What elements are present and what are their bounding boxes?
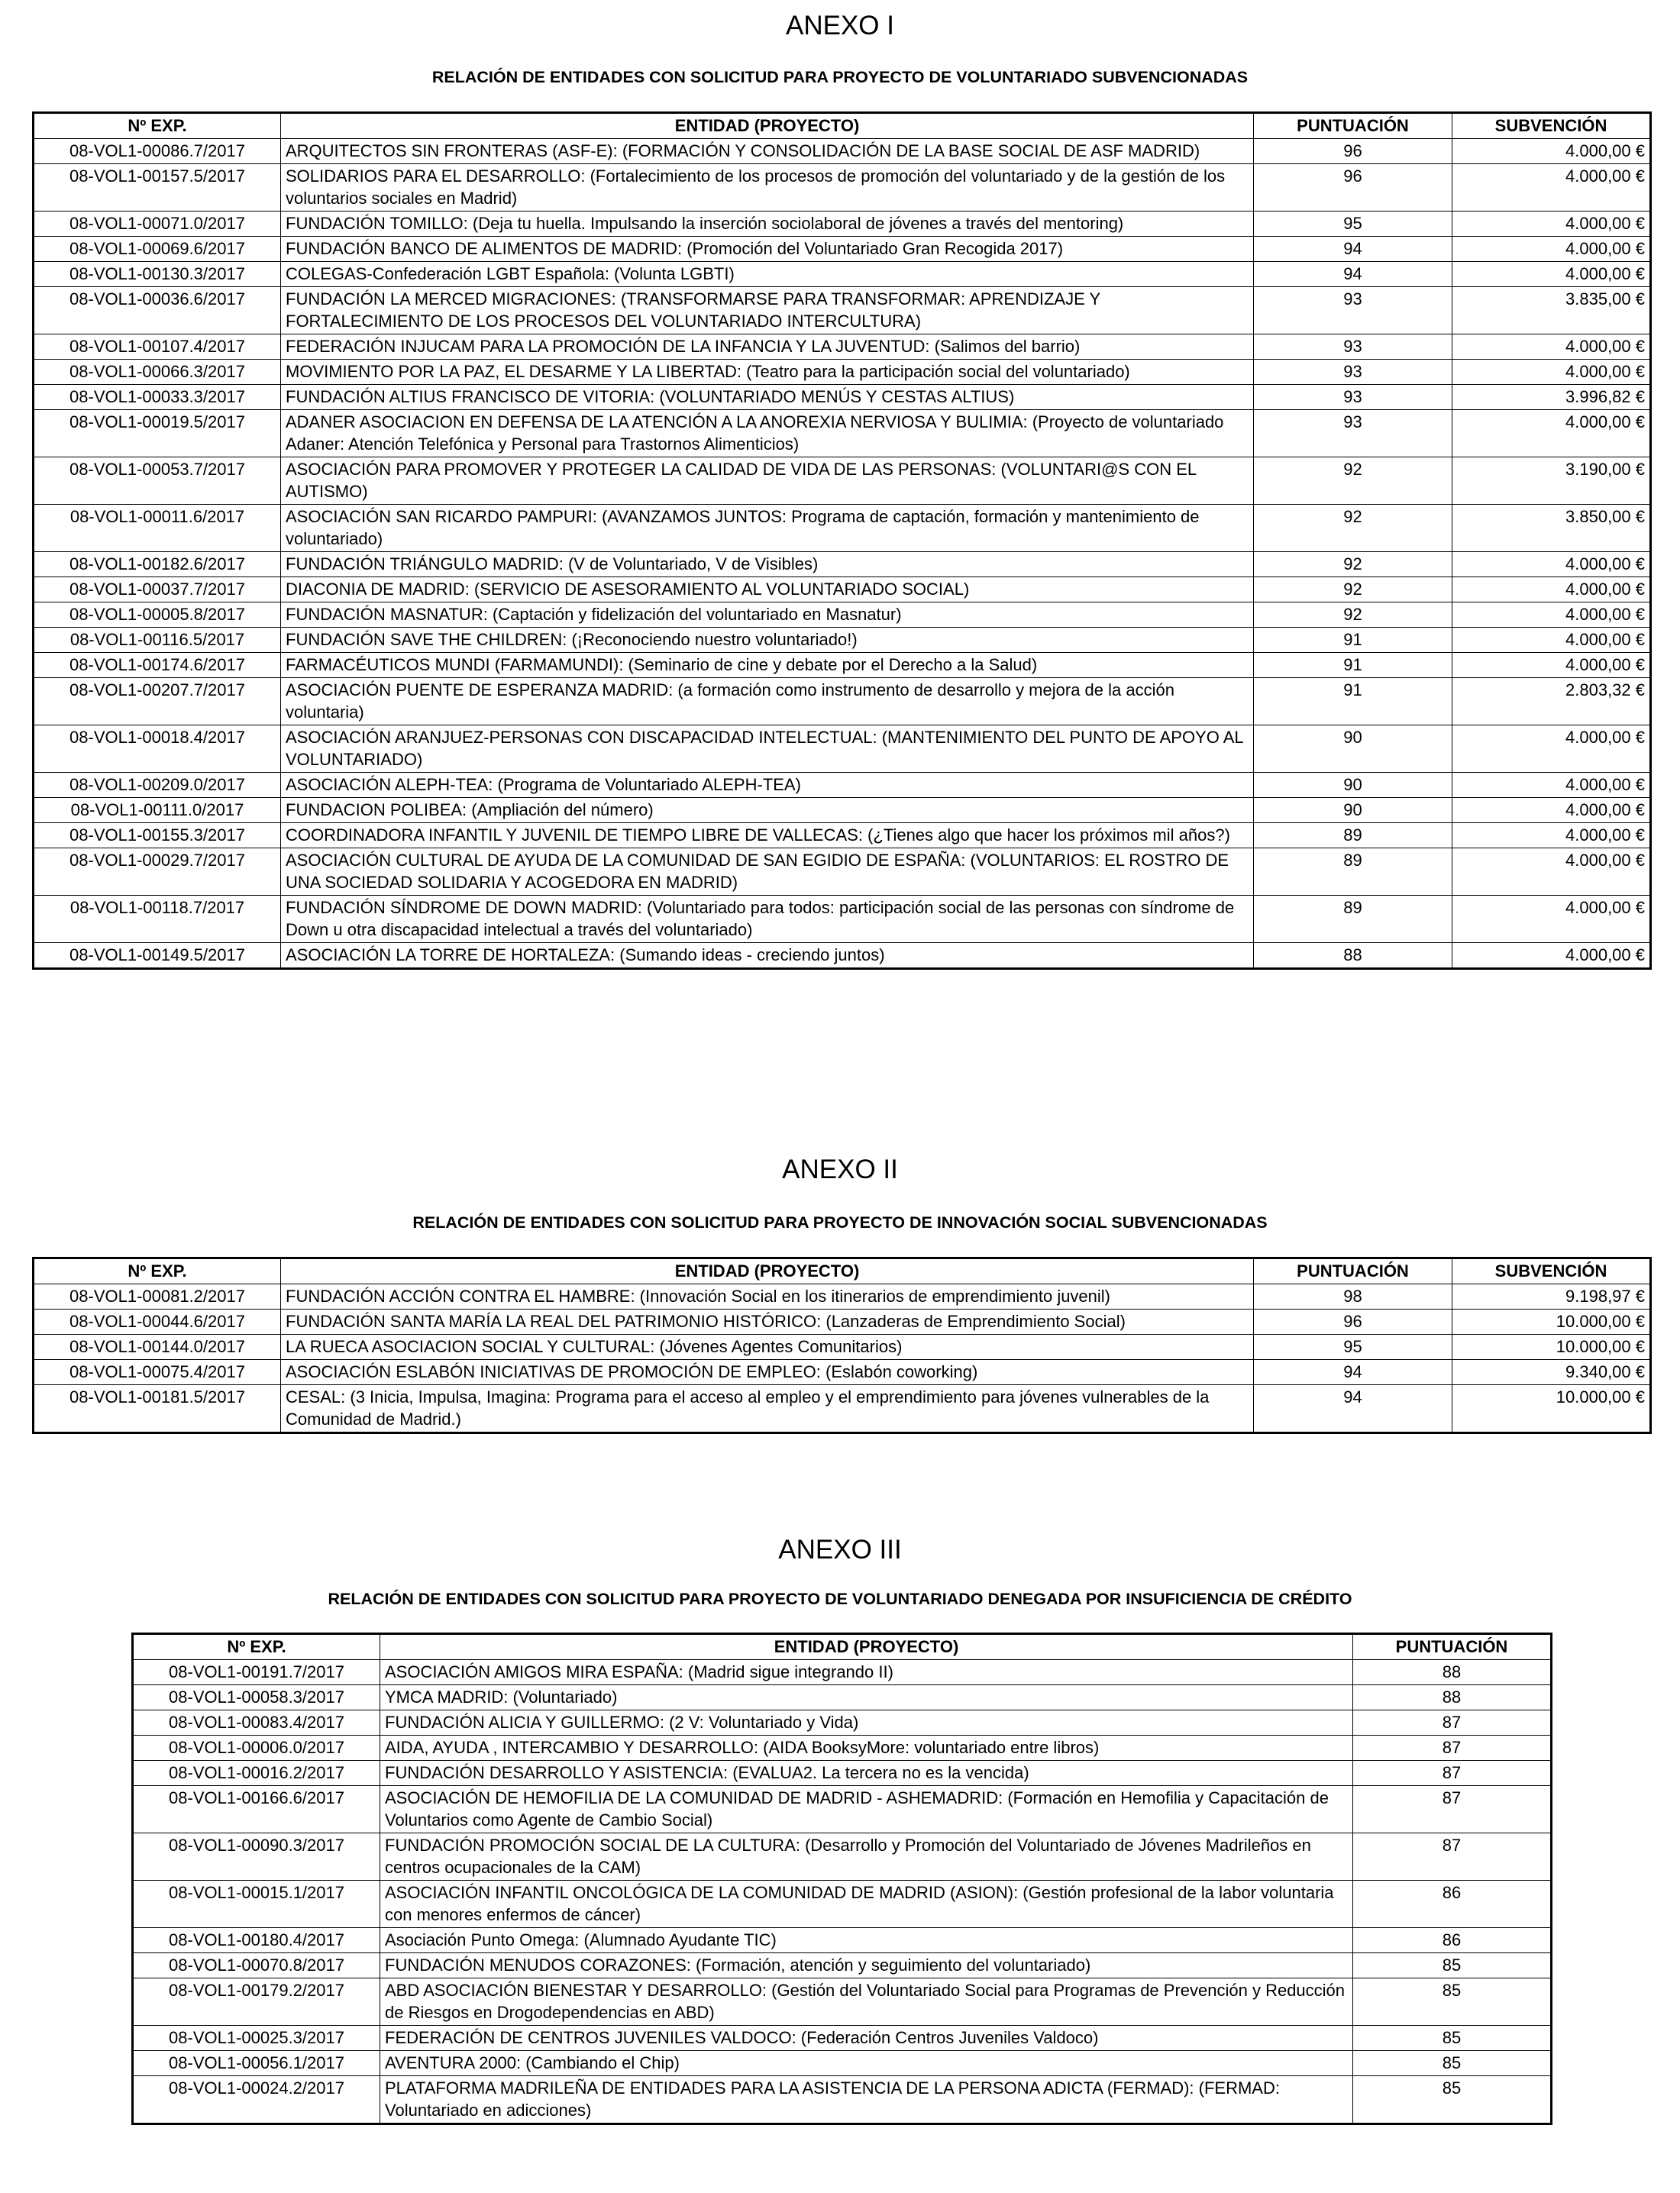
table-row xyxy=(34,678,1651,725)
cell-exp: 08-VOL1-00179.2/2017 xyxy=(133,1978,380,2026)
cell-exp: 08-VOL1-00018.4/2017 xyxy=(34,725,281,773)
header-subvencion: SUBVENCIÓN xyxy=(1452,1258,1651,1284)
cell-entidad: FUNDACIÓN DESARROLLO Y ASISTENCIA: (EVALUA2. La tercera no es la vencida) xyxy=(380,1761,1353,1786)
cell-exp: 08-VOL1-00083.4/2017 xyxy=(133,1710,380,1736)
cell-puntuacion: 85 xyxy=(1353,1953,1552,1978)
anexo2-title: ANEXO II xyxy=(782,1155,898,1184)
table-row xyxy=(133,1660,1552,1685)
table-row xyxy=(34,1360,1651,1385)
table-row xyxy=(133,1710,1552,1736)
table-row xyxy=(34,457,1651,505)
cell-exp: 08-VOL1-00157.5/2017 xyxy=(34,164,281,212)
cell-exp: 08-VOL1-00024.2/2017 xyxy=(133,2076,380,2124)
table-row xyxy=(34,410,1651,457)
cell-puntuacion: 96 xyxy=(1254,164,1452,212)
cell-entidad: ASOCIACIÓN ESLABÓN INICIATIVAS DE PROMOCIÓN DE EMPLEO: (Eslabón coworking) xyxy=(281,1360,1254,1385)
table-row xyxy=(34,823,1651,848)
cell-puntuacion: 92 xyxy=(1254,602,1452,628)
table-row xyxy=(34,1335,1651,1360)
cell-puntuacion: 88 xyxy=(1353,1685,1552,1710)
table-row xyxy=(34,287,1651,334)
cell-exp: 08-VOL1-00181.5/2017 xyxy=(34,1385,281,1433)
table-row xyxy=(34,385,1651,410)
cell-entidad: ASOCIACIÓN ALEPH-TEA: (Programa de Voluntariado ALEPH-TEA) xyxy=(281,773,1254,798)
cell-exp: 08-VOL1-00191.7/2017 xyxy=(133,1660,380,1685)
cell-exp: 08-VOL1-00056.1/2017 xyxy=(133,2051,380,2076)
cell-puntuacion: 92 xyxy=(1254,505,1452,552)
cell-exp: 08-VOL1-00005.8/2017 xyxy=(34,602,281,628)
cell-subvencion: 4.000,00 € xyxy=(1452,943,1651,969)
cell-puntuacion: 85 xyxy=(1353,2076,1552,2124)
cell-subvencion: 4.000,00 € xyxy=(1452,237,1651,262)
cell-puntuacion: 87 xyxy=(1353,1710,1552,1736)
cell-exp: 08-VOL1-00006.0/2017 xyxy=(133,1736,380,1761)
cell-puntuacion: 87 xyxy=(1353,1786,1552,1833)
cell-exp: 08-VOL1-00207.7/2017 xyxy=(34,678,281,725)
cell-exp: 08-VOL1-00086.7/2017 xyxy=(34,139,281,164)
cell-entidad: CESAL: (3 Inicia, Impulsa, Imagina: Programa para el acceso al empleo y el emprendimiento para jóvenes vulnerables de la Comunidad de Madrid.) xyxy=(281,1385,1254,1433)
table-row xyxy=(34,653,1651,678)
table-row xyxy=(34,505,1651,552)
cell-subvencion: 4.000,00 € xyxy=(1452,823,1651,848)
cell-entidad: DIACONIA DE MADRID: (SERVICIO DE ASESORAMIENTO AL VOLUNTARIADO SOCIAL) xyxy=(281,577,1254,602)
cell-subvencion: 4.000,00 € xyxy=(1452,410,1651,457)
cell-exp: 08-VOL1-00016.2/2017 xyxy=(133,1761,380,1786)
cell-exp: 08-VOL1-00081.2/2017 xyxy=(34,1284,281,1310)
cell-puntuacion: 90 xyxy=(1254,773,1452,798)
table-row xyxy=(34,1310,1651,1335)
cell-exp: 08-VOL1-00066.3/2017 xyxy=(34,360,281,385)
table-row xyxy=(34,164,1651,212)
cell-subvencion: 4.000,00 € xyxy=(1452,577,1651,602)
table-row xyxy=(133,1928,1552,1953)
table-header-row xyxy=(34,1258,1651,1284)
cell-puntuacion: 89 xyxy=(1254,896,1452,943)
table-row xyxy=(34,943,1651,969)
cell-subvencion: 10.000,00 € xyxy=(1452,1335,1651,1360)
cell-entidad: FUNDACIÓN MENUDOS CORAZONES: (Formación, atención y seguimiento del voluntariado) xyxy=(380,1953,1353,1978)
cell-entidad: ASOCIACIÓN PUENTE DE ESPERANZA MADRID: (a formación como instrumento de desarrollo y mejora de la acción voluntaria) xyxy=(281,678,1254,725)
cell-entidad: SOLIDARIOS PARA EL DESARROLLO: (Fortalecimiento de los procesos de promoción del voluntariado y de la gestión de los voluntarios sociales en Madrid) xyxy=(281,164,1254,212)
anexo3-title: ANEXO III xyxy=(778,1535,902,1565)
cell-entidad: FEDERACIÓN DE CENTROS JUVENILES VALDOCO: (Federación Centros Juveniles Valdoco) xyxy=(380,2026,1353,2051)
table-row xyxy=(133,2076,1552,2124)
cell-entidad: FUNDACIÓN LA MERCED MIGRACIONES: (TRANSFORMARSE PARA TRANSFORMAR: APRENDIZAJE Y FORTALECIMIENTO DE LOS PROCESOS DEL VOLUNTARIADO INTERCULTURA) xyxy=(281,287,1254,334)
cell-exp: 08-VOL1-00069.6/2017 xyxy=(34,237,281,262)
cell-exp: 08-VOL1-00107.4/2017 xyxy=(34,334,281,360)
cell-entidad: ADANER ASOCIACION EN DEFENSA DE LA ATENCIÓN A LA ANOREXIA NERVIOSA Y BULIMIA: (Proyecto de voluntariado Adaner: Atención Telefónica y Personal para Trastornos Alimenticios) xyxy=(281,410,1254,457)
table-row xyxy=(34,360,1651,385)
table-row xyxy=(34,725,1651,773)
cell-entidad: ARQUITECTOS SIN FRONTERAS (ASF-E): (FORMACIÓN Y CONSOLIDACIÓN DE LA BASE SOCIAL DE ASF MADRID) xyxy=(281,139,1254,164)
table-row xyxy=(34,896,1651,943)
cell-subvencion: 4.000,00 € xyxy=(1452,798,1651,823)
anexo2-subtitle: RELACIÓN DE ENTIDADES CON SOLICITUD PARA PROYECTO DE INNOVACIÓN SOCIAL SUBVENCIONADAS xyxy=(412,1213,1268,1232)
cell-entidad: FUNDACION POLIBEA: (Ampliación del número) xyxy=(281,798,1254,823)
table-row xyxy=(34,602,1651,628)
cell-subvencion: 4.000,00 € xyxy=(1452,552,1651,577)
cell-subvencion: 10.000,00 € xyxy=(1452,1385,1651,1433)
cell-entidad: LA RUECA ASOCIACION SOCIAL Y CULTURAL: (Jóvenes Agentes Comunitarios) xyxy=(281,1335,1254,1360)
anexo1-subtitle: RELACIÓN DE ENTIDADES CON SOLICITUD PARA PROYECTO DE VOLUNTARIADO SUBVENCIONADAS xyxy=(431,68,1249,86)
cell-entidad: YMCA MADRID: (Voluntariado) xyxy=(380,1685,1353,1710)
cell-exp: 08-VOL1-00130.3/2017 xyxy=(34,262,281,287)
cell-entidad: FEDERACIÓN INJUCAM PARA LA PROMOCIÓN DE LA INFANCIA Y LA JUVENTUD: (Salimos del barrio) xyxy=(281,334,1254,360)
cell-exp: 08-VOL1-00209.0/2017 xyxy=(34,773,281,798)
cell-puntuacion: 85 xyxy=(1353,2026,1552,2051)
cell-puntuacion: 87 xyxy=(1353,1761,1552,1786)
cell-subvencion: 4.000,00 € xyxy=(1452,653,1651,678)
table-row xyxy=(133,1685,1552,1710)
table-row xyxy=(133,1786,1552,1833)
cell-puntuacion: 86 xyxy=(1353,1928,1552,1953)
cell-puntuacion: 92 xyxy=(1254,577,1452,602)
cell-entidad: FUNDACIÓN ACCIÓN CONTRA EL HAMBRE: (Innovación Social en los itinerarios de emprendimiento juvenil) xyxy=(281,1284,1254,1310)
cell-entidad: ASOCIACIÓN SAN RICARDO PAMPURI: (AVANZAMOS JUNTOS: Programa de captación, formación y mantenimiento de voluntariado) xyxy=(281,505,1254,552)
cell-subvencion: 4.000,00 € xyxy=(1452,139,1651,164)
table-row xyxy=(133,1736,1552,1761)
table-header-row xyxy=(34,113,1651,139)
cell-puntuacion: 96 xyxy=(1254,1310,1452,1335)
header-entidad: ENTIDAD (PROYECTO) xyxy=(380,1634,1353,1660)
cell-subvencion: 3.850,00 € xyxy=(1452,505,1651,552)
anexo3-table xyxy=(131,1633,1552,2125)
cell-puntuacion: 93 xyxy=(1254,287,1452,334)
table-row xyxy=(133,1953,1552,1978)
cell-exp: 08-VOL1-00180.4/2017 xyxy=(133,1928,380,1953)
cell-entidad: FUNDACIÓN BANCO DE ALIMENTOS DE MADRID: (Promoción del Voluntariado Gran Recogida 2017) xyxy=(281,237,1254,262)
cell-exp: 08-VOL1-00029.7/2017 xyxy=(34,848,281,896)
header-exp: Nº EXP. xyxy=(34,1258,281,1284)
anexo2-table xyxy=(32,1257,1652,1434)
cell-subvencion: 4.000,00 € xyxy=(1452,360,1651,385)
cell-entidad: FARMACÉUTICOS MUNDI (FARMAMUNDI): (Seminario de cine y debate por el Derecho a la Salud) xyxy=(281,653,1254,678)
table-row xyxy=(34,1284,1651,1310)
table-row xyxy=(133,2051,1552,2076)
cell-subvencion: 10.000,00 € xyxy=(1452,1310,1651,1335)
table-row xyxy=(133,1761,1552,1786)
cell-entidad: FUNDACIÓN PROMOCIÓN SOCIAL DE LA CULTURA: (Desarrollo y Promoción del Voluntariado de Jóvenes Madrileños en centros ocupacionales de la CAM) xyxy=(380,1833,1353,1881)
table-row xyxy=(34,237,1651,262)
cell-puntuacion: 91 xyxy=(1254,628,1452,653)
cell-exp: 08-VOL1-00058.3/2017 xyxy=(133,1685,380,1710)
cell-exp: 08-VOL1-00033.3/2017 xyxy=(34,385,281,410)
table-row xyxy=(34,773,1651,798)
cell-entidad: COORDINADORA INFANTIL Y JUVENIL DE TIEMPO LIBRE DE VALLECAS: (¿Tienes algo que hacer los próximos mil años?) xyxy=(281,823,1254,848)
table-header-row xyxy=(133,1634,1552,1660)
cell-entidad: MOVIMIENTO POR LA PAZ, EL DESARME Y LA LIBERTAD: (Teatro para la participación social del voluntariado) xyxy=(281,360,1254,385)
cell-entidad: COLEGAS-Confederación LGBT Española: (Volunta LGBTI) xyxy=(281,262,1254,287)
cell-puntuacion: 94 xyxy=(1254,1360,1452,1385)
cell-subvencion: 4.000,00 € xyxy=(1452,334,1651,360)
cell-puntuacion: 85 xyxy=(1353,1978,1552,2026)
cell-puntuacion: 87 xyxy=(1353,1833,1552,1881)
cell-puntuacion: 96 xyxy=(1254,139,1452,164)
header-entidad: ENTIDAD (PROYECTO) xyxy=(281,1258,1254,1284)
cell-entidad: AVENTURA 2000: (Cambiando el Chip) xyxy=(380,2051,1353,2076)
header-exp: Nº EXP. xyxy=(34,113,281,139)
cell-exp: 08-VOL1-00182.6/2017 xyxy=(34,552,281,577)
cell-exp: 08-VOL1-00149.5/2017 xyxy=(34,943,281,969)
table-row xyxy=(34,334,1651,360)
cell-entidad: FUNDACIÓN ALTIUS FRANCISCO DE VITORIA: (VOLUNTARIADO MENÚS Y CESTAS ALTIUS) xyxy=(281,385,1254,410)
cell-exp: 08-VOL1-00090.3/2017 xyxy=(133,1833,380,1881)
cell-exp: 08-VOL1-00144.0/2017 xyxy=(34,1335,281,1360)
cell-subvencion: 3.835,00 € xyxy=(1452,287,1651,334)
header-entidad: ENTIDAD (PROYECTO) xyxy=(281,113,1254,139)
cell-subvencion: 4.000,00 € xyxy=(1452,848,1651,896)
cell-puntuacion: 93 xyxy=(1254,334,1452,360)
table-row xyxy=(133,1978,1552,2026)
header-puntuacion: PUNTUACIÓN xyxy=(1254,1258,1452,1284)
cell-subvencion: 4.000,00 € xyxy=(1452,164,1651,212)
cell-exp: 08-VOL1-00044.6/2017 xyxy=(34,1310,281,1335)
cell-entidad: ASOCIACIÓN INFANTIL ONCOLÓGICA DE LA COMUNIDAD DE MADRID (ASION): (Gestión profesional de la labor voluntaria con menores enfermos de cáncer) xyxy=(380,1881,1353,1928)
table-row xyxy=(34,577,1651,602)
cell-entidad: FUNDACIÓN TRIÁNGULO MADRID: (V de Voluntariado, V de Visibles) xyxy=(281,552,1254,577)
cell-exp: 08-VOL1-00075.4/2017 xyxy=(34,1360,281,1385)
cell-entidad: ASOCIACIÓN LA TORRE DE HORTALEZA: (Sumando ideas - creciendo juntos) xyxy=(281,943,1254,969)
cell-subvencion: 2.803,32 € xyxy=(1452,678,1651,725)
cell-subvencion: 4.000,00 € xyxy=(1452,896,1651,943)
cell-puntuacion: 95 xyxy=(1254,1335,1452,1360)
table-row xyxy=(133,1833,1552,1881)
cell-puntuacion: 92 xyxy=(1254,457,1452,505)
cell-puntuacion: 93 xyxy=(1254,360,1452,385)
cell-exp: 08-VOL1-00111.0/2017 xyxy=(34,798,281,823)
header-puntuacion: PUNTUACIÓN xyxy=(1353,1634,1552,1660)
cell-entidad: ASOCIACIÓN PARA PROMOVER Y PROTEGER LA CALIDAD DE VIDA DE LAS PERSONAS: (VOLUNTARI@S CON EL AUTISMO) xyxy=(281,457,1254,505)
anexo1-title: ANEXO I xyxy=(786,11,894,40)
table-row xyxy=(34,1385,1651,1433)
cell-entidad: FUNDACIÓN SÍNDROME DE DOWN MADRID: (Voluntariado para todos: participación social de las personas con síndrome de Down u otra discapacidad intelectual a través del voluntariado) xyxy=(281,896,1254,943)
header-subvencion: SUBVENCIÓN xyxy=(1452,113,1651,139)
cell-exp: 08-VOL1-00025.3/2017 xyxy=(133,2026,380,2051)
cell-puntuacion: 94 xyxy=(1254,237,1452,262)
cell-subvencion: 3.996,82 € xyxy=(1452,385,1651,410)
cell-exp: 08-VOL1-00155.3/2017 xyxy=(34,823,281,848)
anexo3-subtitle: RELACIÓN DE ENTIDADES CON SOLICITUD PARA PROYECTO DE VOLUNTARIADO DENEGADA POR INSUFICIENCIA DE CRÉDITO xyxy=(328,1590,1352,1608)
cell-entidad: Asociación Punto Omega: (Alumnado Ayudante TIC) xyxy=(380,1928,1353,1953)
table-row xyxy=(133,2026,1552,2051)
table-row xyxy=(34,628,1651,653)
cell-puntuacion: 91 xyxy=(1254,653,1452,678)
table-row xyxy=(34,848,1651,896)
cell-exp: 08-VOL1-00166.6/2017 xyxy=(133,1786,380,1833)
table-row xyxy=(34,212,1651,237)
cell-puntuacion: 94 xyxy=(1254,262,1452,287)
anexo1-table xyxy=(32,111,1652,970)
cell-entidad: FUNDACIÓN MASNATUR: (Captación y fidelización del voluntariado en Masnatur) xyxy=(281,602,1254,628)
cell-puntuacion: 85 xyxy=(1353,2051,1552,2076)
cell-entidad: ASOCIACIÓN ARANJUEZ-PERSONAS CON DISCAPACIDAD INTELECTUAL: (MANTENIMIENTO DEL PUNTO DE APOYO AL VOLUNTARIADO) xyxy=(281,725,1254,773)
header-exp: Nº EXP. xyxy=(133,1634,380,1660)
cell-exp: 08-VOL1-00174.6/2017 xyxy=(34,653,281,678)
cell-puntuacion: 93 xyxy=(1254,385,1452,410)
cell-subvencion: 4.000,00 € xyxy=(1452,773,1651,798)
cell-puntuacion: 88 xyxy=(1353,1660,1552,1685)
cell-subvencion: 3.190,00 € xyxy=(1452,457,1651,505)
cell-subvencion: 9.340,00 € xyxy=(1452,1360,1651,1385)
cell-entidad: FUNDACIÓN ALICIA Y GUILLERMO: (2 V: Voluntariado y Vida) xyxy=(380,1710,1353,1736)
cell-entidad: AIDA, AYUDA , INTERCAMBIO Y DESARROLLO: (AIDA BooksyMore: voluntariado entre libros) xyxy=(380,1736,1353,1761)
cell-puntuacion: 92 xyxy=(1254,552,1452,577)
cell-subvencion: 4.000,00 € xyxy=(1452,628,1651,653)
cell-entidad: FUNDACIÓN SANTA MARÍA LA REAL DEL PATRIMONIO HISTÓRICO: (Lanzaderas de Emprendimiento Social) xyxy=(281,1310,1254,1335)
cell-entidad: ABD ASOCIACIÓN BIENESTAR Y DESARROLLO: (Gestión del Voluntariado Social para Programas de Prevención y Reducción de Riesgos en Drogodependencias en ABD) xyxy=(380,1978,1353,2026)
cell-exp: 08-VOL1-00037.7/2017 xyxy=(34,577,281,602)
cell-exp: 08-VOL1-00019.5/2017 xyxy=(34,410,281,457)
cell-exp: 08-VOL1-00053.7/2017 xyxy=(34,457,281,505)
table-row xyxy=(34,262,1651,287)
cell-puntuacion: 89 xyxy=(1254,823,1452,848)
cell-puntuacion: 87 xyxy=(1353,1736,1552,1761)
cell-exp: 08-VOL1-00118.7/2017 xyxy=(34,896,281,943)
cell-entidad: FUNDACIÓN TOMILLO: (Deja tu huella. Impulsando la inserción sociolaboral de jóvenes a través del mentoring) xyxy=(281,212,1254,237)
cell-exp: 08-VOL1-00070.8/2017 xyxy=(133,1953,380,1978)
cell-puntuacion: 93 xyxy=(1254,410,1452,457)
cell-exp: 08-VOL1-00071.0/2017 xyxy=(34,212,281,237)
table-row xyxy=(34,552,1651,577)
cell-subvencion: 4.000,00 € xyxy=(1452,262,1651,287)
cell-subvencion: 4.000,00 € xyxy=(1452,602,1651,628)
cell-exp: 08-VOL1-00011.6/2017 xyxy=(34,505,281,552)
cell-puntuacion: 98 xyxy=(1254,1284,1452,1310)
table-row xyxy=(34,139,1651,164)
cell-subvencion: 4.000,00 € xyxy=(1452,212,1651,237)
cell-puntuacion: 88 xyxy=(1254,943,1452,969)
cell-entidad: ASOCIACIÓN DE HEMOFILIA DE LA COMUNIDAD DE MADRID - ASHEMADRID: (Formación en Hemofilia y Capacitación de Voluntarios como Agente de Cambio Social) xyxy=(380,1786,1353,1833)
cell-puntuacion: 86 xyxy=(1353,1881,1552,1928)
cell-entidad: FUNDACIÓN SAVE THE CHILDREN: (¡Reconociendo nuestro voluntariado!) xyxy=(281,628,1254,653)
cell-puntuacion: 95 xyxy=(1254,212,1452,237)
cell-puntuacion: 91 xyxy=(1254,678,1452,725)
cell-puntuacion: 90 xyxy=(1254,725,1452,773)
cell-entidad: ASOCIACIÓN AMIGOS MIRA ESPAÑA: (Madrid sigue integrando II) xyxy=(380,1660,1353,1685)
cell-entidad: ASOCIACIÓN CULTURAL DE AYUDA DE LA COMUNIDAD DE SAN EGIDIO DE ESPAÑA: (VOLUNTARIOS: EL ROSTRO DE UNA SOCIEDAD SOLIDARIA Y ACOGEDORA EN MADRID) xyxy=(281,848,1254,896)
table-row xyxy=(34,798,1651,823)
cell-entidad: PLATAFORMA MADRILEÑA DE ENTIDADES PARA LA ASISTENCIA DE LA PERSONA ADICTA (FERMAD): (FERMAD: Voluntariado en adicciones) xyxy=(380,2076,1353,2124)
header-puntuacion: PUNTUACIÓN xyxy=(1254,113,1452,139)
cell-puntuacion: 94 xyxy=(1254,1385,1452,1433)
cell-puntuacion: 89 xyxy=(1254,848,1452,896)
cell-exp: 08-VOL1-00015.1/2017 xyxy=(133,1881,380,1928)
cell-exp: 08-VOL1-00116.5/2017 xyxy=(34,628,281,653)
cell-exp: 08-VOL1-00036.6/2017 xyxy=(34,287,281,334)
table-row xyxy=(133,1881,1552,1928)
cell-subvencion: 9.198,97 € xyxy=(1452,1284,1651,1310)
cell-puntuacion: 90 xyxy=(1254,798,1452,823)
cell-subvencion: 4.000,00 € xyxy=(1452,725,1651,773)
